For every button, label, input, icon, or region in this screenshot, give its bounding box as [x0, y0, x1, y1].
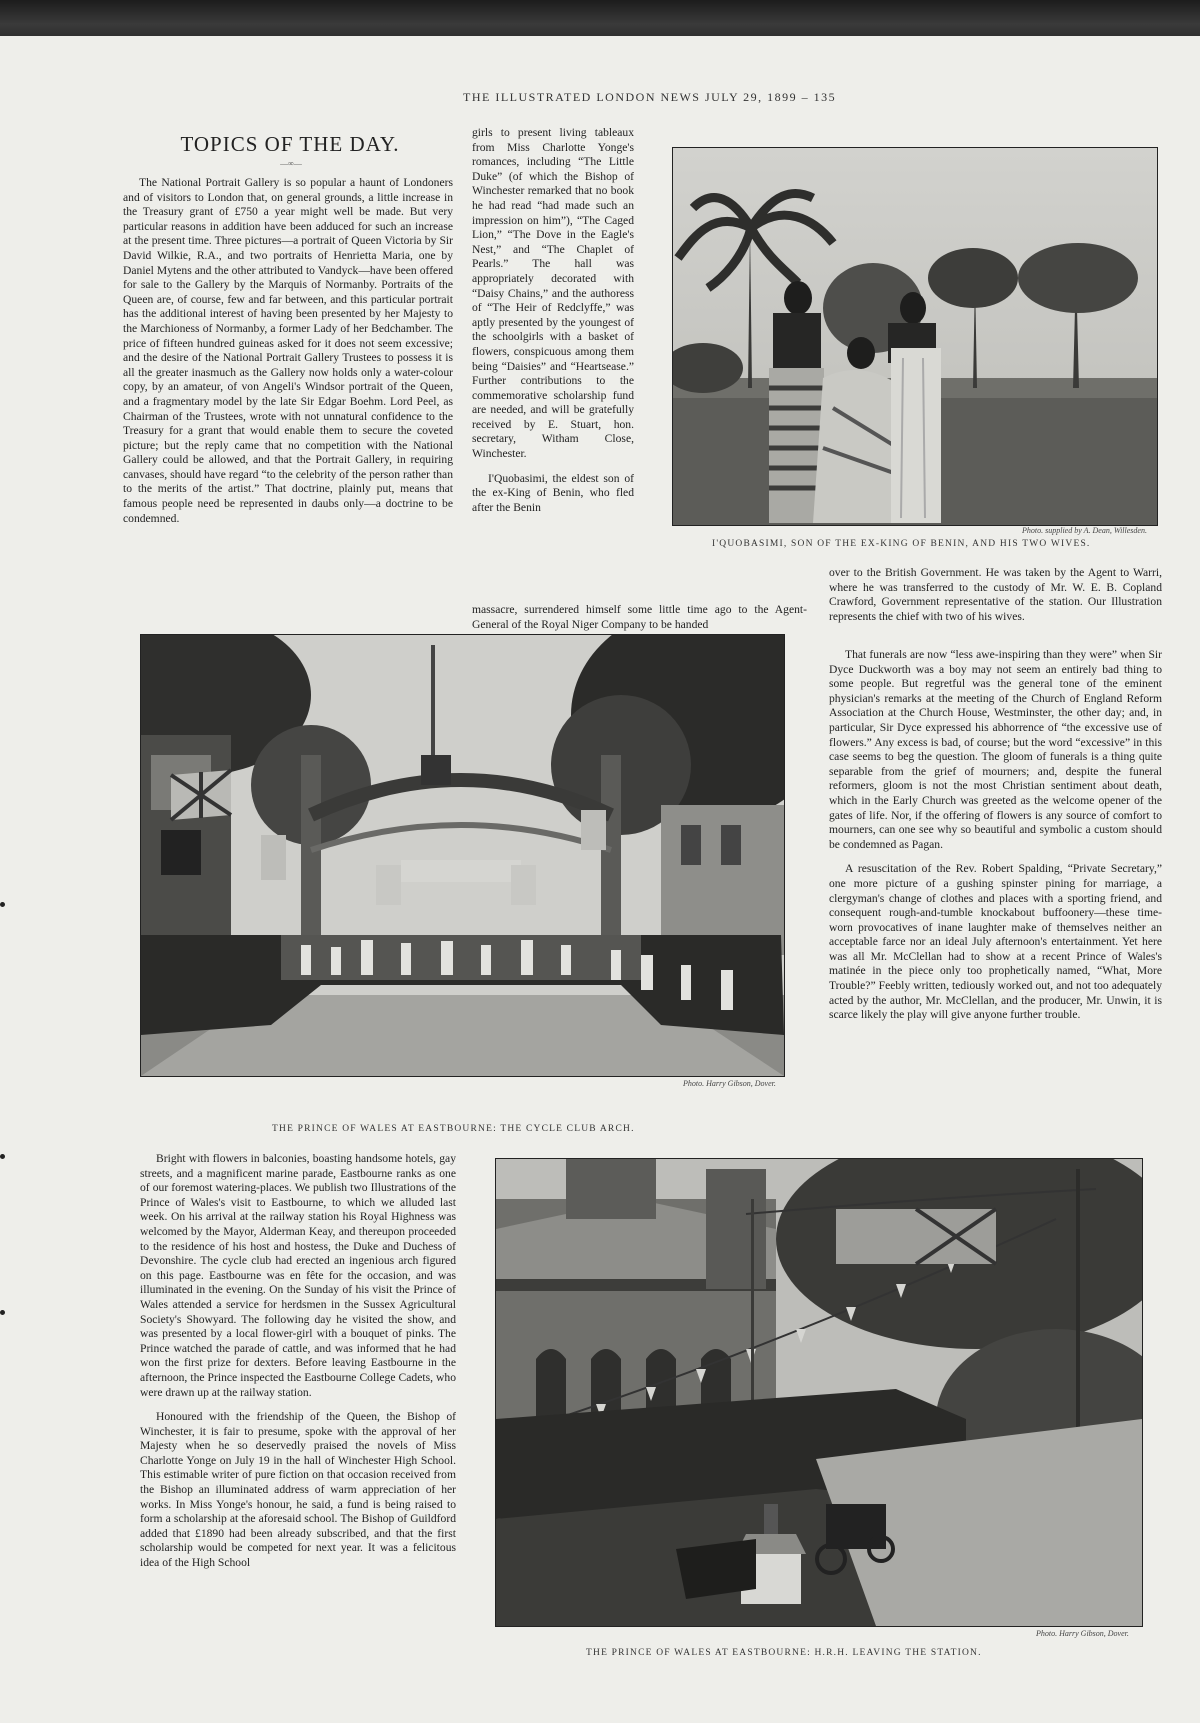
paragraph-bishop-winchester: Honoured with the friendship of the Queen, the Bishop of Winchester, it is fair to presume, spoke with the approval of her Majesty when he so deservedly praised the novels of Miss Charlotte Yonge on July 19 in the hall of Winchester High School. This estimable writer of pure fiction on that occasion received from the Bishop an illuminated address of warm appreciation of her works. In Miss Yonge's honour, he said, a fund is being raised to form a scholarship at the aforesaid school. The Bishop of Guildford added that £1890 had been already subscribed, and that the first scholarship would be competed for next year. It was a felicitous idea of the High School [140, 1410, 456, 1570]
column-3 [829, 648, 1162, 1033]
margin-mark [0, 1310, 5, 1315]
paragraph-funerals: That funerals are now “less awe-inspiring than they were” when Sir Dyce Duckworth was a boy may not seem an entirely bad thing to some people. But regretful was the general tone of the eminent physician's remarks at the meeting of the Church of England Reform Association at the Church House, Westminster, the other day; and, in particular, Sir Dyce expressed his abhorrence of “the excessive use of flowers.” Any excess is bad, of course; but the word “excessive” in this case seems to beg the question. The gloom of funerals is a thing quite separable from the grief of mourners; and, despite the funeral reformers, gloom is not the most Christian sentiment about death, which in the Early Church was greeted as the welcome opener of the gates of life. Nor, if the offering of flowers is any source of comfort to mourners, can one see why so beautiful and symbolic a custom should be condemned as Pagan. [829, 648, 1162, 851]
column-3-top [829, 566, 1162, 634]
title-ornament: —∞— [280, 159, 302, 168]
newspaper-page [0, 36, 1200, 1723]
photo-iquobasimi-and-wives [672, 147, 1158, 526]
paragraph-private-secretary: A resuscitation of the Rev. Robert Spalding, “Private Secretary,” one more picture of a gushing spinster pining for marriage, a clergyman's change of clothes and places with a sporting friend, and consequent rough-and-tumble knockabout buffoonery—these time-worn provocatives of inane laughter make of themselves neither an acceptable farce nor an ideal July afternoon's entertainment. Yet here was all Mr. McClellan had to show at a recent Prince of Wales's matinée in the piece only too prophetically named, “What, More Trouble?” Feebly written, tediously worked out, and not too adequately acted by the author, Mr. McClellan, and the producer, Mr. Unwin, it is scarce likely the play will give anyone further trouble. [829, 862, 1162, 1022]
caption-benin: I'QUOBASIMI, SON OF THE EX-KING OF BENIN, AND HIS TWO WIVES. [712, 539, 1091, 549]
margin-mark [0, 1154, 5, 1159]
photo-cycle-club-arch [140, 634, 785, 1077]
caption-station: THE PRINCE OF WALES AT EASTBOURNE: H.R.H. LEAVING THE STATION. [586, 1648, 982, 1658]
margin-mark [0, 902, 5, 907]
paragraph-portrait-gallery: The National Portrait Gallery is so popular a haunt of Londoners and of visitors to London that, on general grounds, a little increase in the Treasury grant of £750 a year might well be made. But very particular reasons in addition have been adduced for such an increase at the present time. Three pictures—a portrait of Queen Victoria by Sir David Wilkie, R.A., and two portraits of Henrietta Maria, one by Daniel Mytens and the other attributed to Vandyck—have been offered for sale to the Gallery by the Marquis of Normanby. Portraits of the Queen are, of course, few and far between, and this particular portrait has the additional interest of having been presented by her Majesty to the Marchioness of Normanby, a former Lady of her Bedchamber. The price of fifteen hundred guineas asked for it does not seem excessive; and the desire of the National Portrait Gallery Trustees to possess it is all the greater inasmuch as the Gallery now holds only a water-colour copy, by an amateur, of von Angeli's Windsor portrait of the Queen, and a fragmentary model by the late Sir Edgar Boehm. Lord Peel, as Chairman of the Trustees, wrote with not unnatural confidence to the Treasury for a grant that would enable them to secure the coveted picture; but the reply came that no competition with the National Gallery could be allowed, and that the Portrait Gallery, in requiring canvases, should have regard “to the celebrity of the person rather than to the merits of the artist.” That doctrine, plainly put, means that famous people need be represented in daubs only—a doctrine to be condemned. [123, 176, 453, 525]
running-head: THE ILLUSTRATED LONDON NEWS JULY 29, 1899 – 135 [463, 90, 837, 104]
paragraph-yonge-tableaux: girls to present living tableaux from Miss Charlotte Yonge's romances, including “The Little Duke” (of which the Bishop of Winchester remarked that no book he had read “had made such an impression on him”), “The Caged Lion,” “The Dove in the Eagle's Nest,” and “The Chaplet of Pearls.” The hall was appropriately decorated with “Daisy Chains,” and the authoress of “The Heir of Redclyffe,” was aptly presented by the youngest of the schoolgirls with a basket of flowers, conspicuous among them being “Daisies” and “Heartsease.” Further contributions to the commemorative scholarship fund are needed, and will be gratefully received by E. Stuart, hon. secretary, Witham Close, Winchester. [472, 126, 634, 461]
credit-arch: Photo. Harry Gibson, Dover. [683, 1079, 776, 1088]
paragraph-eastbourne: Bright with flowers in balconies, boasting handsome hotels, gay streets, and a magnificent marine parade, Eastbourne ranks as one of our foremost watering-places. We publish two Illustrations of the Prince of Wales's visit to Eastbourne, to which we alluded last week. On his arrival at the railway station his Royal Highness was welcomed by the Mayor, Alderman Keay, and thereupon proceeded to the residence of his host and hostess, the Duke and Duchess of Devonshire. The cycle club had erected an ingenious arch figured on this page. Eastbourne was en fête for the occasion, and was illuminated in the evening. On the Sunday of his visit the Prince of Wales attended a service for herdsmen in the Sussex Agricultural Society's Showyard. The following day he visited the show, and was presented by a local flower-girl with a bouquet of pinks. The Prince watched the parade of cattle, and was informed that he had won the first prize for dexters. Before leaving Eastbourne in the afternoon, the Prince inspected the Eastbourne College Cadets, who were drawn up at the railway station. [140, 1152, 456, 1399]
article-title: TOPICS OF THE DAY. [180, 132, 400, 156]
photo-leaving-station-image [496, 1159, 1142, 1626]
paragraph-iquobasimi-end: over to the British Government. He was taken by the Agent to Warri, where he was transferred to the custody of Mr. W. E. B. Copland Crawford, Government representative of the station. Our Illustration represents the chief with two of his wives. [829, 566, 1162, 623]
paragraph-iquobasimi-cont: massacre, surrendered himself some little time ago to the Agent-General of the Royal Niger Company to be handed [472, 603, 807, 631]
photo-leaving-station [495, 1158, 1143, 1627]
column-1 [123, 176, 453, 536]
paragraph-iquobasimi-start: I'Quobasimi, the eldest son of the ex-King of Benin, who fled after the Benin [472, 471, 634, 514]
caption-arch: THE PRINCE OF WALES AT EASTBOURNE: THE CYCLE CLUB ARCH. [272, 1124, 635, 1134]
photo-iquobasimi-image [673, 148, 1157, 525]
column-2 [472, 126, 634, 525]
photo-cycle-club-arch-image [141, 635, 784, 1076]
credit-station: Photo. Harry Gibson, Dover. [1036, 1629, 1129, 1638]
credit-benin: Photo. supplied by A. Dean, Willesden. [1022, 526, 1147, 535]
column-4 [140, 1152, 456, 1581]
